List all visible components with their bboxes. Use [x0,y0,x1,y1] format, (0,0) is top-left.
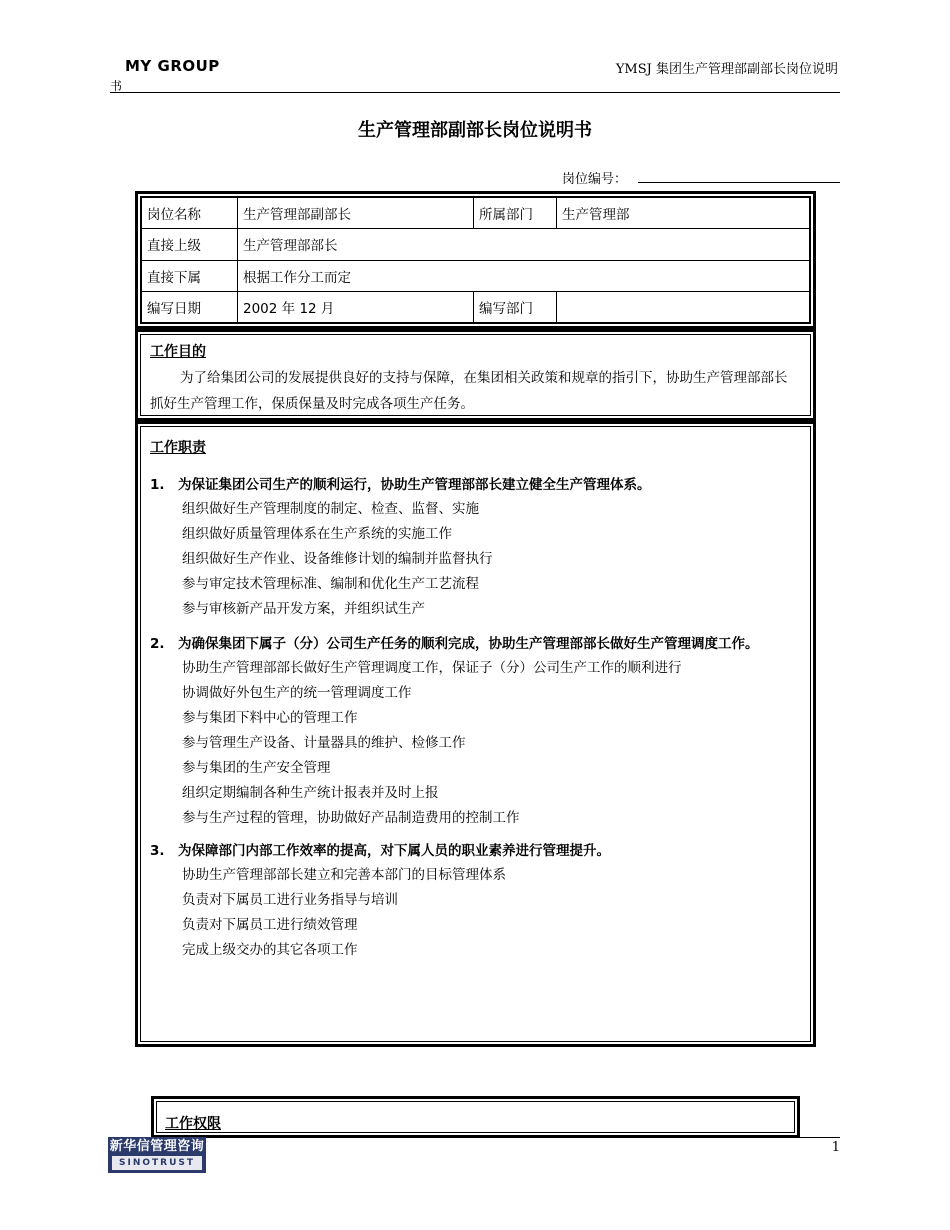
duty-item-text: 组织做好生产管理制度的制定、检查、监督、实施 [182,501,479,517]
duty-item-text: 负责对下属员工进行业务指导与培训 [182,892,398,908]
date-label: 编写日期 [142,291,238,322]
duty-item-text: 组织定期编制各种生产统计报表并及时上报 [182,785,439,801]
duty-item [150,547,800,572]
logo-text-en: SINOTRUST [112,1156,202,1170]
duty-item-text: 参与审核新产品开发方案，并组织试生产 [182,601,425,617]
duty-number: 3. [150,843,165,859]
duties-frame [135,421,816,1047]
author-dept-value [557,291,810,322]
info-row [142,291,810,322]
duty-item-text: 协助生产管理部部长建立和完善本部门的目标管理体系 [182,867,506,883]
page-title: 生产管理部副部长岗位说明书 [358,120,592,141]
authority-frame [151,1096,800,1138]
position-name-value: 生产管理部副部长 [238,198,474,229]
duty-item [150,522,800,547]
duty-heading-text: 为保证集团公司生产的顺利运行，协助生产管理部部长建立健全生产管理体系。 [178,477,651,493]
department-value: 生产管理部 [557,198,810,229]
header-brand: MY GROUP [125,57,220,75]
duty-item-text: 参与审定技术管理标准、编制和优化生产工艺流程 [182,576,479,592]
duty-item [150,806,800,831]
header-rule [110,92,840,93]
header-doc-code-wrap: 书 [110,79,123,93]
duty-item-text: 负责对下属员工进行绩效管理 [182,917,358,933]
duty-heading-text: 为保障部门内部工作效率的提高，对下属人员的职业素养进行管理提升。 [178,843,610,859]
duty-item [150,497,800,522]
duty-item [150,913,800,938]
duty-item-text: 组织做好质量管理体系在生产系统的实施工作 [182,526,452,542]
duty-item [150,781,800,806]
info-row [142,229,810,260]
duty-heading-text: 为确保集团下属子（分）公司生产任务的顺利完成，协助生产管理部部长做好生产管理调度工作。 [178,636,759,652]
duty-item-text: 组织做好生产作业、设备维修计划的编制并监督执行 [182,551,493,567]
date-value: 2002 年 12 月 [238,291,474,322]
duty-item [150,706,800,731]
duty-groups [150,473,800,963]
duty-heading [150,632,800,656]
author-dept-label: 编写部门 [474,291,557,322]
purpose-title: 工作目的 [150,344,206,360]
duty-item-text: 参与集团的生产安全管理 [182,760,331,776]
duty-heading [150,839,800,863]
duty-item [150,656,800,681]
authority-title: 工作权限 [165,1116,221,1132]
duty-item [150,681,800,706]
duty-item-text: 完成上级交办的其它各项工作 [182,942,358,958]
duty-item [150,731,800,756]
footer-rule [205,1137,840,1138]
duties-title: 工作职责 [150,440,206,456]
duty-item-text: 参与生产过程的管理，协助做好产品制造费用的控制工作 [182,810,520,826]
info-table [141,197,810,323]
duty-group [150,632,800,831]
purpose-frame [135,329,816,421]
duty-item [150,597,800,622]
duty-item-text: 协助生产管理部部长做好生产管理调度工作，保证子（分）公司生产工作的顺利进行 [182,660,682,676]
duty-group [150,839,800,963]
duty-item [150,888,800,913]
logo-text-cn: 新华信管理咨询 [109,1139,205,1154]
post-number-field [638,182,840,183]
purpose-text: 为了给集团公司的发展提供良好的支持与保障，在集团相关政策和规章的指引下，协助生产管理部部长抓好生产管理工作，保质保量及时完成各项生产任务。 [150,370,788,412]
page-number: 1 [831,1140,840,1155]
position-name-label: 岗位名称 [142,198,238,229]
duty-number: 1. [150,477,165,493]
subordinate-label: 直接下属 [142,260,238,291]
duty-item [150,863,800,888]
duty-heading [150,473,800,497]
duty-number: 2. [150,636,165,652]
duty-item-text: 参与集团下料中心的管理工作 [182,710,358,726]
duty-item [150,938,800,963]
subordinate-value: 根据工作分工而定 [238,260,810,291]
info-table-frame [135,191,816,329]
sinotrust-logo [108,1137,206,1173]
duty-item-text: 参与管理生产设备、计量器具的维护、检修工作 [182,735,466,751]
info-row [142,260,810,291]
duty-item [150,756,800,781]
superior-value: 生产管理部部长 [238,229,810,260]
info-row [142,198,810,229]
post-number-label: 岗位编号： [562,172,628,187]
department-label: 所属部门 [474,198,557,229]
duty-item [150,572,800,597]
header-doc-code: YMSJ 集团生产管理部副部长岗位说明 [615,62,838,77]
duty-item-text: 协调做好外包生产的统一管理调度工作 [182,685,412,701]
superior-label: 直接上级 [142,229,238,260]
duty-group [150,473,800,622]
